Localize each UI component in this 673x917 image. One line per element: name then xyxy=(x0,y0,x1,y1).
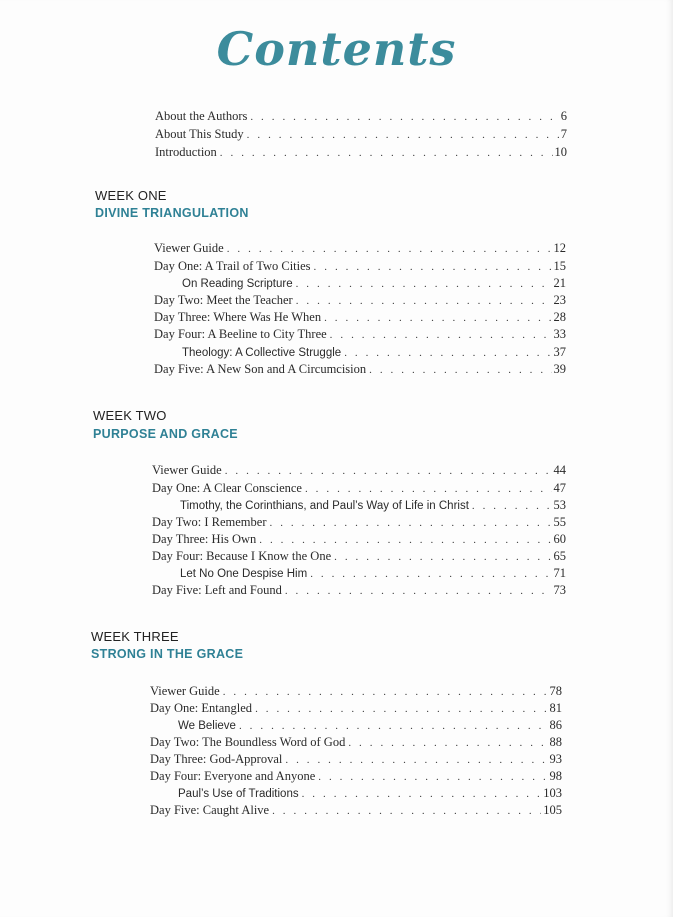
toc-entry-page: 28 xyxy=(553,310,566,324)
toc-entry[interactable] xyxy=(150,768,562,785)
toc-entry[interactable] xyxy=(155,126,567,143)
toc-entry-title: Introduction xyxy=(155,145,217,159)
toc-entry[interactable] xyxy=(154,240,566,257)
toc-entry-title: Day Two: The Boundless Word of God xyxy=(150,735,346,749)
toc-entry-title: Day Three: His Own xyxy=(152,532,257,546)
toc-entry-title: Day Four: A Beeline to City Three xyxy=(154,327,327,341)
toc-entry[interactable] xyxy=(152,548,566,565)
toc-entry-page: 12 xyxy=(553,241,566,255)
toc-entry-page: 78 xyxy=(549,684,562,698)
dot-leader xyxy=(285,583,552,599)
dot-leader xyxy=(344,345,551,361)
dot-leader xyxy=(348,735,547,751)
toc-entry-page: 60 xyxy=(553,532,566,546)
toc-entry[interactable] xyxy=(152,514,566,531)
toc-entry-title: Day Five: Caught Alive xyxy=(150,803,270,817)
toc-entry[interactable] xyxy=(152,582,566,599)
dot-leader xyxy=(223,684,548,700)
toc-entry-page: 33 xyxy=(553,327,566,341)
dot-leader xyxy=(220,145,553,161)
dot-leader xyxy=(270,515,552,531)
toc-subentry-title: Theology: A Collective Struggle xyxy=(182,347,342,359)
dot-leader xyxy=(305,481,552,497)
week-subtitle: DIVINE TRIANGULATION xyxy=(95,206,249,220)
toc-entry-title: Day Three: God-Approval xyxy=(150,752,283,766)
toc-entry-page: 81 xyxy=(549,701,562,715)
toc-entry-page: 21 xyxy=(553,276,566,290)
toc-entry-title: Day One: A Clear Conscience xyxy=(152,481,302,495)
toc-subentry-title: We Believe xyxy=(178,720,236,732)
toc-entry-title: Day Four: Because I Know the One xyxy=(152,549,332,563)
toc-entry[interactable] xyxy=(150,700,562,717)
toc-entry-title: Day One: Entangled xyxy=(150,701,253,715)
toc-entry-page: 86 xyxy=(549,718,562,732)
week-subtitle: STRONG IN THE GRACE xyxy=(91,647,244,661)
toc-entry-title: About the Authors xyxy=(155,109,248,123)
toc-subentry[interactable] xyxy=(180,565,566,582)
toc-entry-page: 10 xyxy=(554,145,567,159)
toc-entry-page: 23 xyxy=(553,293,566,307)
dot-leader xyxy=(472,498,552,514)
toc-subentry[interactable] xyxy=(178,785,562,802)
toc-entry-page: 47 xyxy=(553,481,566,495)
toc-entry-title: Day Two: I Remember xyxy=(152,515,267,529)
toc-entry-page: 37 xyxy=(553,345,566,359)
toc-entry-title: Viewer Guide xyxy=(150,684,220,698)
dot-leader xyxy=(259,532,551,548)
toc-subentry[interactable] xyxy=(182,275,566,292)
dot-leader xyxy=(225,463,552,479)
toc-entry[interactable] xyxy=(152,480,566,497)
dot-leader xyxy=(314,259,552,275)
toc-entry-page: 39 xyxy=(553,362,566,376)
toc-entry-title: Day Three: Where Was He When xyxy=(154,310,322,324)
toc-entry-page: 15 xyxy=(553,259,566,273)
toc-entry-page: 55 xyxy=(553,515,566,529)
dot-leader xyxy=(318,769,547,785)
toc-entry-page: 105 xyxy=(543,803,562,817)
toc-subentry-title: On Reading Scripture xyxy=(182,278,293,290)
toc-entry-title: Day Five: A New Son and A Circumcision xyxy=(154,362,367,376)
toc-entry-page: 73 xyxy=(553,583,566,597)
dot-leader xyxy=(239,718,548,734)
toc-subentry[interactable] xyxy=(182,344,566,361)
week-heading: WEEK THREE xyxy=(91,629,179,644)
toc-subentry[interactable] xyxy=(180,497,566,514)
dot-leader xyxy=(324,310,551,326)
dot-leader xyxy=(227,241,552,257)
toc-entry-page: 65 xyxy=(553,549,566,563)
toc-subentry[interactable] xyxy=(178,717,562,734)
toc-entry[interactable] xyxy=(155,144,567,161)
toc-entry[interactable] xyxy=(152,531,566,548)
toc-entry[interactable] xyxy=(154,309,566,326)
dot-leader xyxy=(272,803,541,819)
dot-leader xyxy=(255,701,547,717)
toc-entry[interactable] xyxy=(154,292,566,309)
toc-entry-title: Day Four: Everyone and Anyone xyxy=(150,769,316,783)
toc-entry-title: About This Study xyxy=(155,127,244,141)
toc-entry-page: 7 xyxy=(560,127,567,141)
toc-entry-page: 98 xyxy=(549,769,562,783)
toc-entry-page: 44 xyxy=(553,463,566,477)
toc-entry-title: Viewer Guide xyxy=(154,241,224,255)
week-subtitle: PURPOSE AND GRACE xyxy=(93,427,238,441)
toc-entry-page: 71 xyxy=(553,566,566,580)
dot-leader xyxy=(369,362,551,378)
toc-entry-page: 103 xyxy=(543,786,562,800)
toc-entry[interactable] xyxy=(150,683,562,700)
toc-entry[interactable] xyxy=(155,108,567,125)
toc-entry[interactable] xyxy=(150,751,562,768)
toc-entry-page: 93 xyxy=(549,752,562,766)
toc-subentry-title: Timothy, the Corinthians, and Paul’s Way of Life in Christ xyxy=(180,500,469,512)
page-title: Contents xyxy=(216,22,457,76)
toc-entry-page: 53 xyxy=(553,498,566,512)
toc-entry-page: 6 xyxy=(560,109,567,123)
dot-leader xyxy=(310,566,551,582)
week-heading: WEEK ONE xyxy=(95,188,167,203)
toc-entry-title: Viewer Guide xyxy=(152,463,222,477)
dot-leader xyxy=(247,127,559,143)
toc-entry[interactable] xyxy=(154,361,566,378)
dot-leader xyxy=(285,752,547,768)
toc-subentry-title: Paul’s Use of Traditions xyxy=(178,788,299,800)
dot-leader xyxy=(330,327,552,343)
week-heading: WEEK TWO xyxy=(93,408,167,423)
toc-entry[interactable] xyxy=(150,802,562,819)
dot-leader xyxy=(250,109,558,125)
toc-entry-title: Day Two: Meet the Teacher xyxy=(154,293,293,307)
toc-entry[interactable] xyxy=(152,462,566,479)
toc-subentry-title: Let No One Despise Him xyxy=(180,568,308,580)
toc-entry-title: Day Five: Left and Found xyxy=(152,583,282,597)
toc-entry-page: 88 xyxy=(549,735,562,749)
toc-entry[interactable] xyxy=(150,734,562,751)
toc-entry[interactable] xyxy=(154,258,566,275)
dot-leader xyxy=(302,786,542,802)
dot-leader xyxy=(334,549,551,565)
toc-entry[interactable] xyxy=(154,326,566,343)
dot-leader xyxy=(296,276,552,292)
toc-entry-title: Day One: A Trail of Two Cities xyxy=(154,259,311,273)
dot-leader xyxy=(296,293,552,309)
